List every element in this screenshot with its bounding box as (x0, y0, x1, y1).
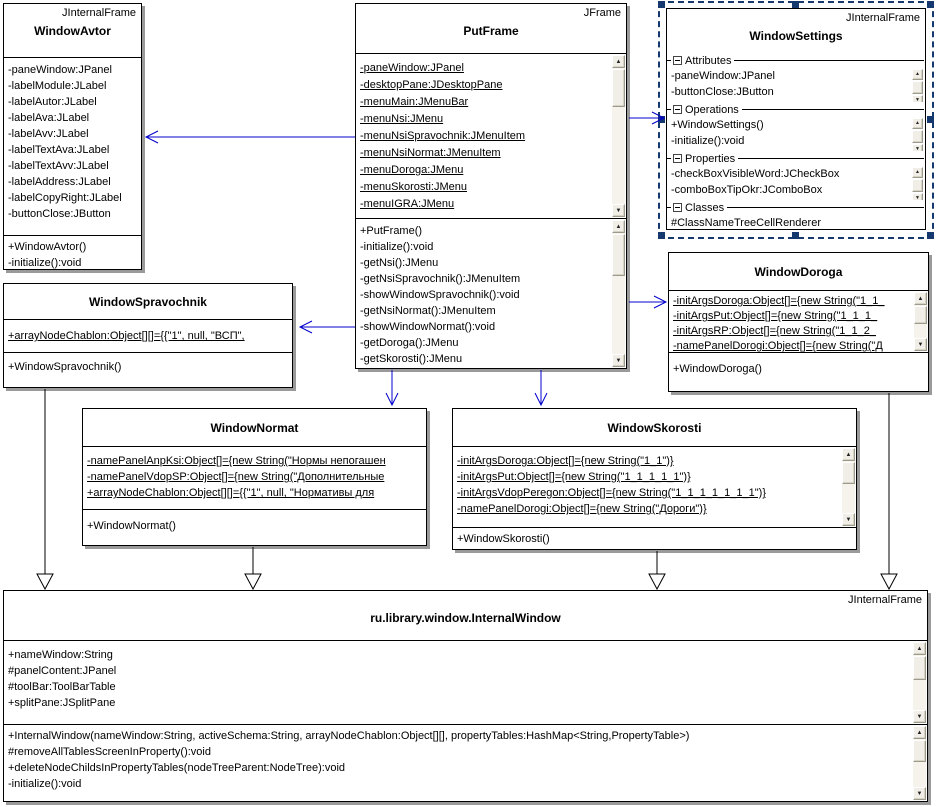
class-window-avtor[interactable] (3, 3, 142, 270)
class-row: #ClassNameTreeCellRenderer (671, 217, 821, 229)
method-row: +WindowSettings() (671, 119, 764, 131)
scroll-thumb[interactable] (913, 656, 926, 680)
class-window-skorosti[interactable] (452, 408, 857, 550)
attribute-row: -labelTextAva:JLabel (8, 144, 110, 156)
attribute-row: -labelAddress:JLabel (8, 176, 111, 188)
methods-compartment (4, 235, 141, 269)
method-row: +deleteNodeChildsInPropertyTables(nodeTreeParent:NodeTree):void (8, 762, 346, 774)
class-name: WindowSkorosti (607, 420, 702, 435)
attribute-row: -labelTextAvv:JLabel (8, 160, 109, 172)
method-row: -initialize():void (671, 135, 745, 147)
attribute-row: -namePanelDorogi:Object[]={new String("Д (673, 340, 883, 352)
class-name: WindowAvtor (34, 24, 111, 38)
selection-handle[interactable] (658, 232, 665, 239)
method-row: -initialize():void (8, 257, 82, 269)
class-name: WindowSettings (749, 29, 843, 43)
dependency-putframe-windowspravochnik (300, 321, 355, 333)
vertical-scrollbar[interactable] (612, 220, 625, 367)
attribute-row: -menuNsi:JMenu (360, 113, 444, 125)
class-window-doroga[interactable] (668, 252, 929, 392)
scroll-thumb[interactable] (913, 740, 926, 762)
class-title (669, 253, 928, 290)
method-row: -getSkorosti():JMenu (360, 353, 463, 365)
dependency-putframe-windowdoroga (629, 296, 666, 308)
attribute-row: #toolBar:ToolBarTable (8, 681, 116, 693)
method-row: +WindowNormat() (87, 520, 176, 532)
generalization-windowdoroga-internalwindow (881, 393, 897, 589)
attribute-row: -initArgsPut:Object[]={new String("1_1_1_1_1")} (457, 471, 691, 483)
method-row: -initialize():void (360, 241, 434, 253)
attribute-row: -namePanelAnpKsi:Object[]={new String("Нормы непогашен (87, 455, 386, 467)
selection-handle[interactable] (658, 1, 665, 8)
attribute-row: -labelModule:JLabel (8, 80, 107, 92)
scroll-down-icon[interactable] (913, 787, 926, 800)
dependency-putframe-windowskorosti (535, 370, 547, 405)
collapse-icon[interactable] (673, 154, 682, 163)
attribute-row: +arrayNodeChablon:Object[][]={{"1", null, "Нормативы для (87, 487, 375, 499)
section-rule (738, 158, 924, 159)
generalization-windownormat-internalwindow (245, 547, 261, 589)
class-put-frame[interactable] (355, 3, 627, 369)
scroll-up-icon[interactable] (914, 292, 927, 305)
scroll-down-icon[interactable] (912, 95, 923, 102)
attribute-row: -paneWindow:JPanel (8, 64, 112, 76)
methods-compartment (83, 509, 426, 545)
method-row: -getDoroga():JMenu (360, 337, 459, 349)
methods-compartment (669, 352, 928, 391)
scroll-up-icon[interactable] (612, 220, 625, 233)
attribute-row: -menuNsiSpravochnik:JMenuItem (360, 130, 526, 142)
scroll-up-icon[interactable] (912, 167, 923, 178)
scroll-thumb[interactable] (842, 462, 855, 484)
attributes-compartment (4, 57, 141, 235)
section-rows (667, 215, 925, 229)
class-window-settings[interactable] (666, 8, 926, 230)
attribute-row: -labelAvv:JLabel (8, 128, 89, 140)
stereotype-label: JInternalFrame (62, 7, 136, 19)
methods-compartment (453, 527, 856, 549)
class-window-normat[interactable] (82, 408, 427, 546)
attributes-compartment (356, 53, 626, 218)
method-row: -initialize():void (8, 778, 82, 790)
scroll-thumb[interactable] (912, 179, 923, 192)
class-name: ru.library.window.InternalWindow (370, 611, 561, 625)
scroll-thumb[interactable] (912, 130, 923, 143)
attribute-row: +nameWindow:String (8, 649, 113, 661)
method-row: +WindowAvtor() (8, 241, 87, 253)
vertical-scrollbar[interactable] (912, 167, 923, 200)
attribute-row: -menuSkorosti:JMenu (360, 181, 467, 193)
class-title (4, 591, 927, 640)
attribute-row: -menuNsiNormat:JMenuItem (360, 147, 501, 159)
stereotype-label: JFrame (583, 7, 621, 19)
attribute-row: -buttonClose:JButton (8, 208, 111, 220)
method-row: #removeAllTablesScreenInProperty():void (8, 746, 211, 758)
scroll-down-icon[interactable] (914, 338, 927, 351)
scroll-thumb[interactable] (612, 234, 625, 276)
attribute-row: -labelCopyRight:JLabel (8, 192, 122, 204)
section-rule (742, 109, 924, 110)
methods-compartment (4, 724, 927, 801)
method-row: +WindowSpravochnik() (8, 361, 122, 373)
attribute-row: -buttonClose:JButton (671, 86, 774, 98)
generalization-windowskorosti-internalwindow (649, 551, 665, 589)
method-row: -showWindowNormat():void (360, 321, 496, 333)
class-name: WindowSpravochnik (89, 294, 207, 309)
attribute-row: -initArgsVdopPeregon:Object[]={new String("1_1_1_1_1_1_1")} (457, 487, 766, 499)
attributes-compartment (83, 446, 426, 509)
selection-handle[interactable] (792, 1, 799, 8)
method-row: -getNsiSpravochnik():JMenuItem (360, 273, 521, 285)
property-row: -comboBoxTipOkr:JComboBox (671, 184, 823, 196)
section-header-properties[interactable] (667, 151, 925, 166)
scroll-up-icon[interactable] (912, 118, 923, 129)
method-row: +WindowDoroga() (673, 363, 762, 375)
attribute-row: -labelAutor:JLabel (8, 96, 97, 108)
vertical-scrollbar[interactable] (612, 55, 625, 217)
scroll-down-icon[interactable] (612, 204, 625, 217)
scroll-thumb[interactable] (912, 81, 923, 94)
attribute-row: +arrayNodeChablon:Object[][]={{"1", null, "ВСП", (8, 330, 245, 342)
scroll-up-icon[interactable] (913, 642, 926, 655)
vertical-scrollbar[interactable] (842, 448, 855, 526)
attribute-row: -desktopPane:JDesktopPane (360, 79, 503, 91)
vertical-scrollbar[interactable] (912, 118, 923, 151)
class-window-spravochnik[interactable] (3, 283, 293, 388)
vertical-scrollbar[interactable] (913, 642, 926, 723)
attribute-row: -namePanelDorogi:Object[]={new String("Дороги")} (457, 503, 707, 515)
scroll-down-icon[interactable] (913, 710, 926, 723)
section-label: Properties (685, 152, 736, 165)
collapse-icon[interactable] (673, 105, 682, 114)
sections-area (667, 53, 925, 229)
attribute-row: #panelContent:JPanel (8, 665, 117, 677)
selection-handle[interactable] (927, 1, 934, 8)
attribute-row: -paneWindow:JPanel (360, 62, 464, 74)
attribute-row: -namePanelVdopSP:Object[]={new String("Дополнительные (87, 471, 385, 483)
selection-handle[interactable] (792, 232, 799, 239)
attribute-row: -menuDoroga:JMenu (360, 164, 464, 176)
method-row: +WindowSkorosti() (457, 533, 550, 545)
method-row: -getNsi():JMenu (360, 257, 439, 269)
class-title (453, 409, 856, 446)
collapse-icon[interactable] (673, 56, 682, 65)
section-rows (667, 117, 925, 151)
attribute-row: -initArgsPut:Object[]={new String("1_1_1_ (673, 310, 878, 322)
attribute-row: -menuIGRA:JMenu (360, 198, 455, 210)
method-row: -showWindowSpravochnik():void (360, 289, 520, 301)
methods-compartment (356, 218, 626, 368)
class-title (356, 4, 626, 53)
attributes-compartment (669, 290, 928, 352)
property-row: -checkBoxVisibleWord:JCheckBox (671, 168, 840, 180)
section-header-classes[interactable] (667, 200, 925, 215)
stereotype-label: JInternalFrame (846, 12, 920, 24)
section-rule (734, 60, 924, 61)
section-header-attributes[interactable] (667, 53, 925, 68)
dependency-putframe-windowavtor (146, 131, 355, 143)
attribute-row: -initArgsRP:Object[]={new String("1_1_2_ (673, 325, 876, 337)
class-name: PutFrame (463, 24, 519, 38)
vertical-scrollbar[interactable] (914, 292, 927, 351)
class-name: WindowNormat (210, 420, 299, 435)
stereotype-label: JInternalFrame (848, 594, 922, 606)
scroll-up-icon[interactable] (842, 448, 855, 461)
selection-handle[interactable] (658, 116, 665, 123)
attribute-row: -initArgsDoroga:Object[]={new String("1_1_ (673, 295, 885, 307)
attribute-row: -labelAva:JLabel (8, 112, 90, 124)
class-title (4, 4, 141, 57)
selection-handle[interactable] (927, 116, 934, 123)
attributes-compartment (4, 319, 292, 352)
vertical-scrollbar[interactable] (913, 726, 926, 800)
attribute-row: +splitPane:JSplitPane (8, 697, 116, 709)
section-rule (727, 207, 924, 208)
collapse-icon[interactable] (673, 203, 682, 212)
dependency-putframe-windownormat (386, 370, 398, 405)
section-label: Classes (685, 201, 725, 214)
scroll-down-icon[interactable] (912, 193, 923, 200)
attributes-compartment (4, 640, 927, 724)
scroll-down-icon[interactable] (912, 144, 923, 151)
method-row: -getNsiNormat():JMenuItem (360, 305, 496, 317)
method-row: +InternalWindow(nameWindow:String, activeSchema:String, arrayNodeChablon:Object[][], propertyTables:HashMap<String,PropertyTable>) (8, 730, 690, 742)
vertical-scrollbar[interactable] (912, 69, 923, 102)
generalization-windowspravochnik-internalwindow (37, 389, 53, 589)
attribute-row: -initArgsDoroga:Object[]={new String("1_1")} (457, 455, 674, 467)
methods-compartment (4, 352, 292, 387)
class-title (667, 9, 925, 53)
class-internal-window[interactable] (3, 590, 928, 802)
scroll-down-icon[interactable] (842, 513, 855, 526)
scroll-thumb[interactable] (914, 306, 927, 324)
scroll-thumb[interactable] (612, 69, 625, 107)
section-label: Attributes (685, 54, 732, 67)
attribute-row: -paneWindow:JPanel (671, 70, 775, 82)
scroll-down-icon[interactable] (612, 354, 625, 367)
class-title (83, 409, 426, 446)
scroll-up-icon[interactable] (912, 69, 923, 80)
scroll-up-icon[interactable] (612, 55, 625, 68)
selection-handle[interactable] (927, 232, 934, 239)
method-row: +PutFrame() (360, 225, 423, 237)
section-rows (667, 68, 925, 102)
section-rows (667, 166, 925, 200)
section-header-operations[interactable] (667, 102, 925, 117)
class-title (4, 284, 292, 319)
attribute-row: -menuMain:JMenuBar (360, 96, 469, 108)
class-name: WindowDoroga (754, 264, 843, 279)
attributes-compartment (453, 446, 856, 527)
scroll-up-icon[interactable] (913, 726, 926, 739)
section-label: Operations (685, 103, 739, 116)
